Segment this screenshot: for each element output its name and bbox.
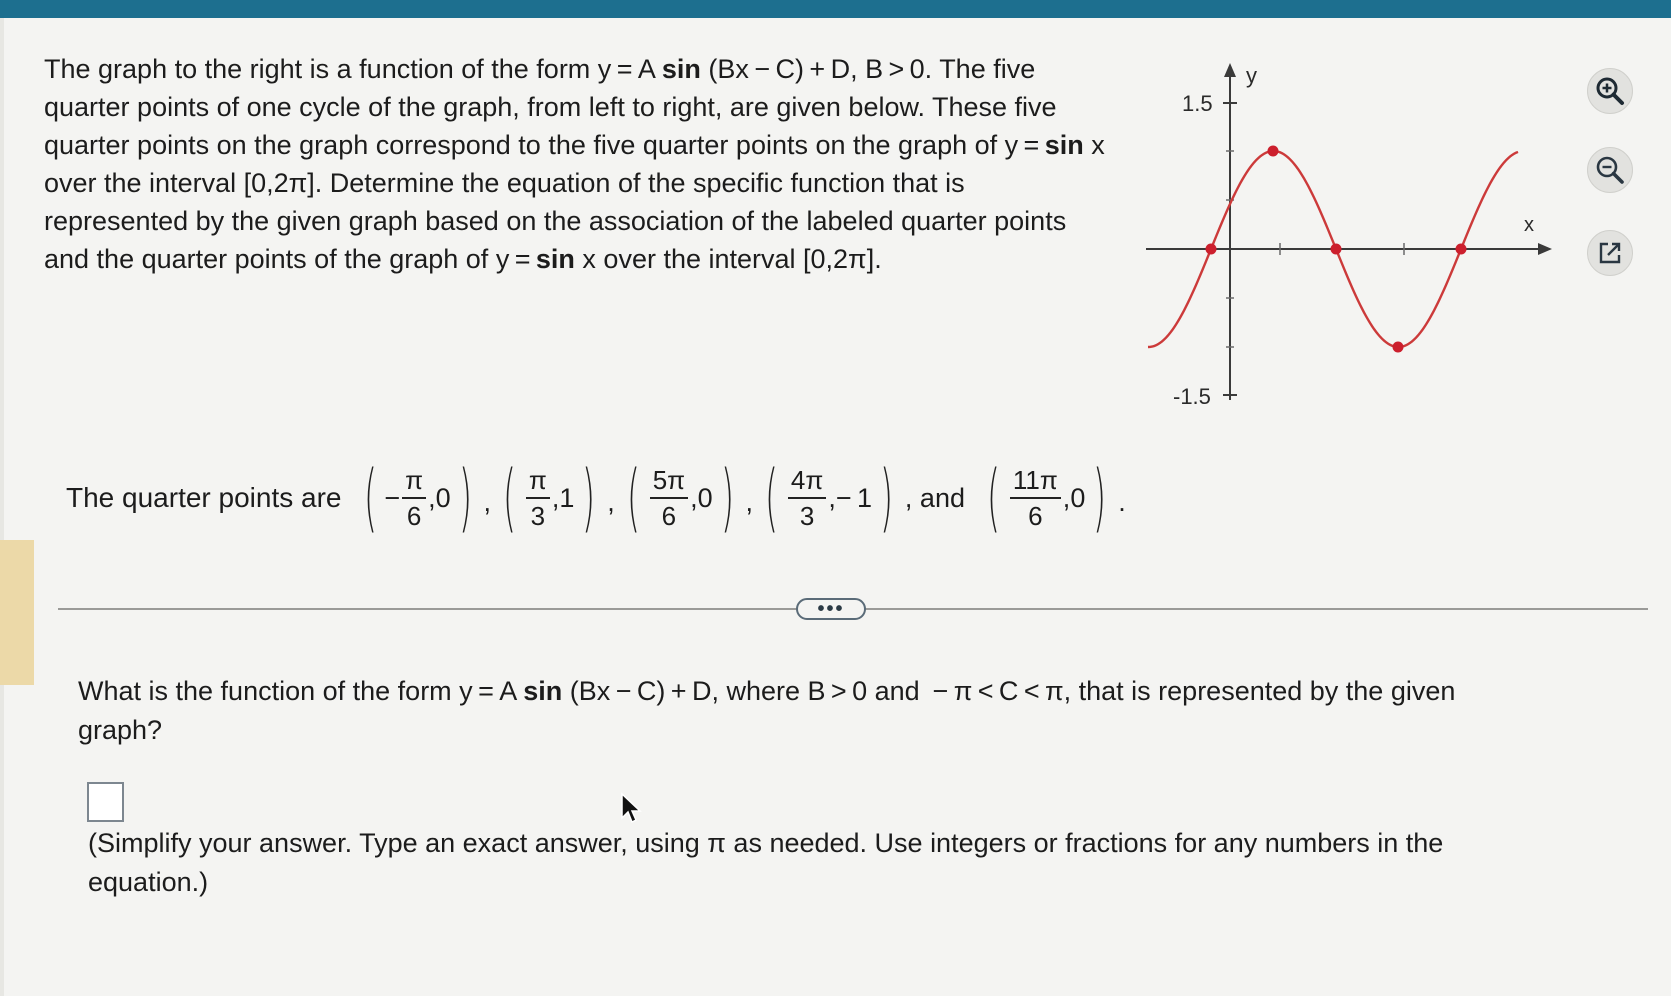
intro-text-1: The graph to the right is a function of the form y = A [44, 54, 662, 84]
quarter-point-3: ( $\frac{5\pi}{6}$ , 0 ) [626, 455, 734, 541]
sentence-end: . [1118, 487, 1126, 517]
quarter-point-4: ( $\frac{4\pi}{3}$ , − 1 ) [764, 455, 893, 541]
top-header-bar [0, 0, 1671, 18]
question-part-1: What is the function of the form y = A [78, 676, 524, 706]
zoom-out-icon [1594, 154, 1626, 186]
zoom-out-button[interactable] [1587, 147, 1633, 193]
quarter-point [1331, 244, 1342, 255]
external-link-icon [1596, 239, 1624, 267]
question-text [78, 672, 1518, 750]
intro-text-3: x over the interval [0,2π]. Determine the equation of the specific function that is represented by the given graph based on the association of the labeled quarter points and the quarter points of the graph of y = [44, 130, 1105, 274]
quarter-point [1393, 342, 1404, 353]
quarter-point-5: ( $\frac{11\pi}{6}$ , 0 ) [986, 455, 1107, 541]
left-side-accent [0, 540, 34, 685]
problem-statement [44, 50, 1114, 278]
y-axis-label: y [1246, 63, 1257, 88]
sin-keyword: sin [661, 54, 701, 84]
quarter-points-line: The quarter points are ( − $\frac{\pi}{6}$ , 0 ) , ( $\frac{\pi}{3}$ , 1 ) , ( $\frac{5\pi}{6}$ , 0 ) , ( $\frac{4\pi}{3}$ , − 1 ) , and ( $\frac{11\pi}{6}$ , 0 ) . [66, 448, 1130, 548]
open-in-new-window-button[interactable] [1587, 230, 1633, 276]
more-options-button[interactable]: ••• [796, 598, 866, 620]
sin-keyword: sin [535, 244, 575, 274]
sin-keyword: sin [1044, 130, 1084, 160]
zoom-in-button[interactable] [1587, 68, 1633, 114]
answer-instructions: (Simplify your answer. Type an exact answer, using π as needed. Use integers or fractions for any numbers in the equation.) [88, 828, 1444, 897]
left-edge [0, 18, 4, 996]
quarter-points-lead: The quarter points are [66, 482, 342, 513]
and-word: and [919, 482, 965, 513]
intro-text-2: (Bx − C) + D, B > 0. The five quarter points of one cycle of the graph, from left to right, are given below. These five quarter points on the graph correspond to the five quarter points on the graph of y = [44, 54, 1057, 160]
quarter-point-1: ( − $\frac{\pi}{6}$ , 0 ) [363, 455, 472, 541]
x-axis-label: x [1524, 214, 1534, 236]
quarter-point [1268, 146, 1279, 157]
intro-text-4: x over the interval [0,2π]. [574, 244, 882, 274]
zoom-in-icon [1594, 75, 1626, 107]
sine-graph [1140, 55, 1580, 425]
quarter-point [1456, 244, 1467, 255]
y-min-label: -1.5 [1173, 384, 1211, 409]
mouse-cursor-icon [620, 792, 644, 826]
sin-keyword: sin [523, 676, 563, 706]
answer-input[interactable] [87, 782, 124, 822]
y-axis-arrow [1224, 63, 1236, 77]
y-max-label: 1.5 [1182, 91, 1213, 116]
x-axis-arrow [1538, 243, 1552, 255]
quarter-point [1206, 244, 1217, 255]
quarter-point-2: ( $\frac{\pi}{3}$ , 1 ) [502, 455, 596, 541]
question-part-2: (Bx − C) + D, where B > 0 and − π < C < π, that is represented by the given graph? [78, 676, 1456, 745]
